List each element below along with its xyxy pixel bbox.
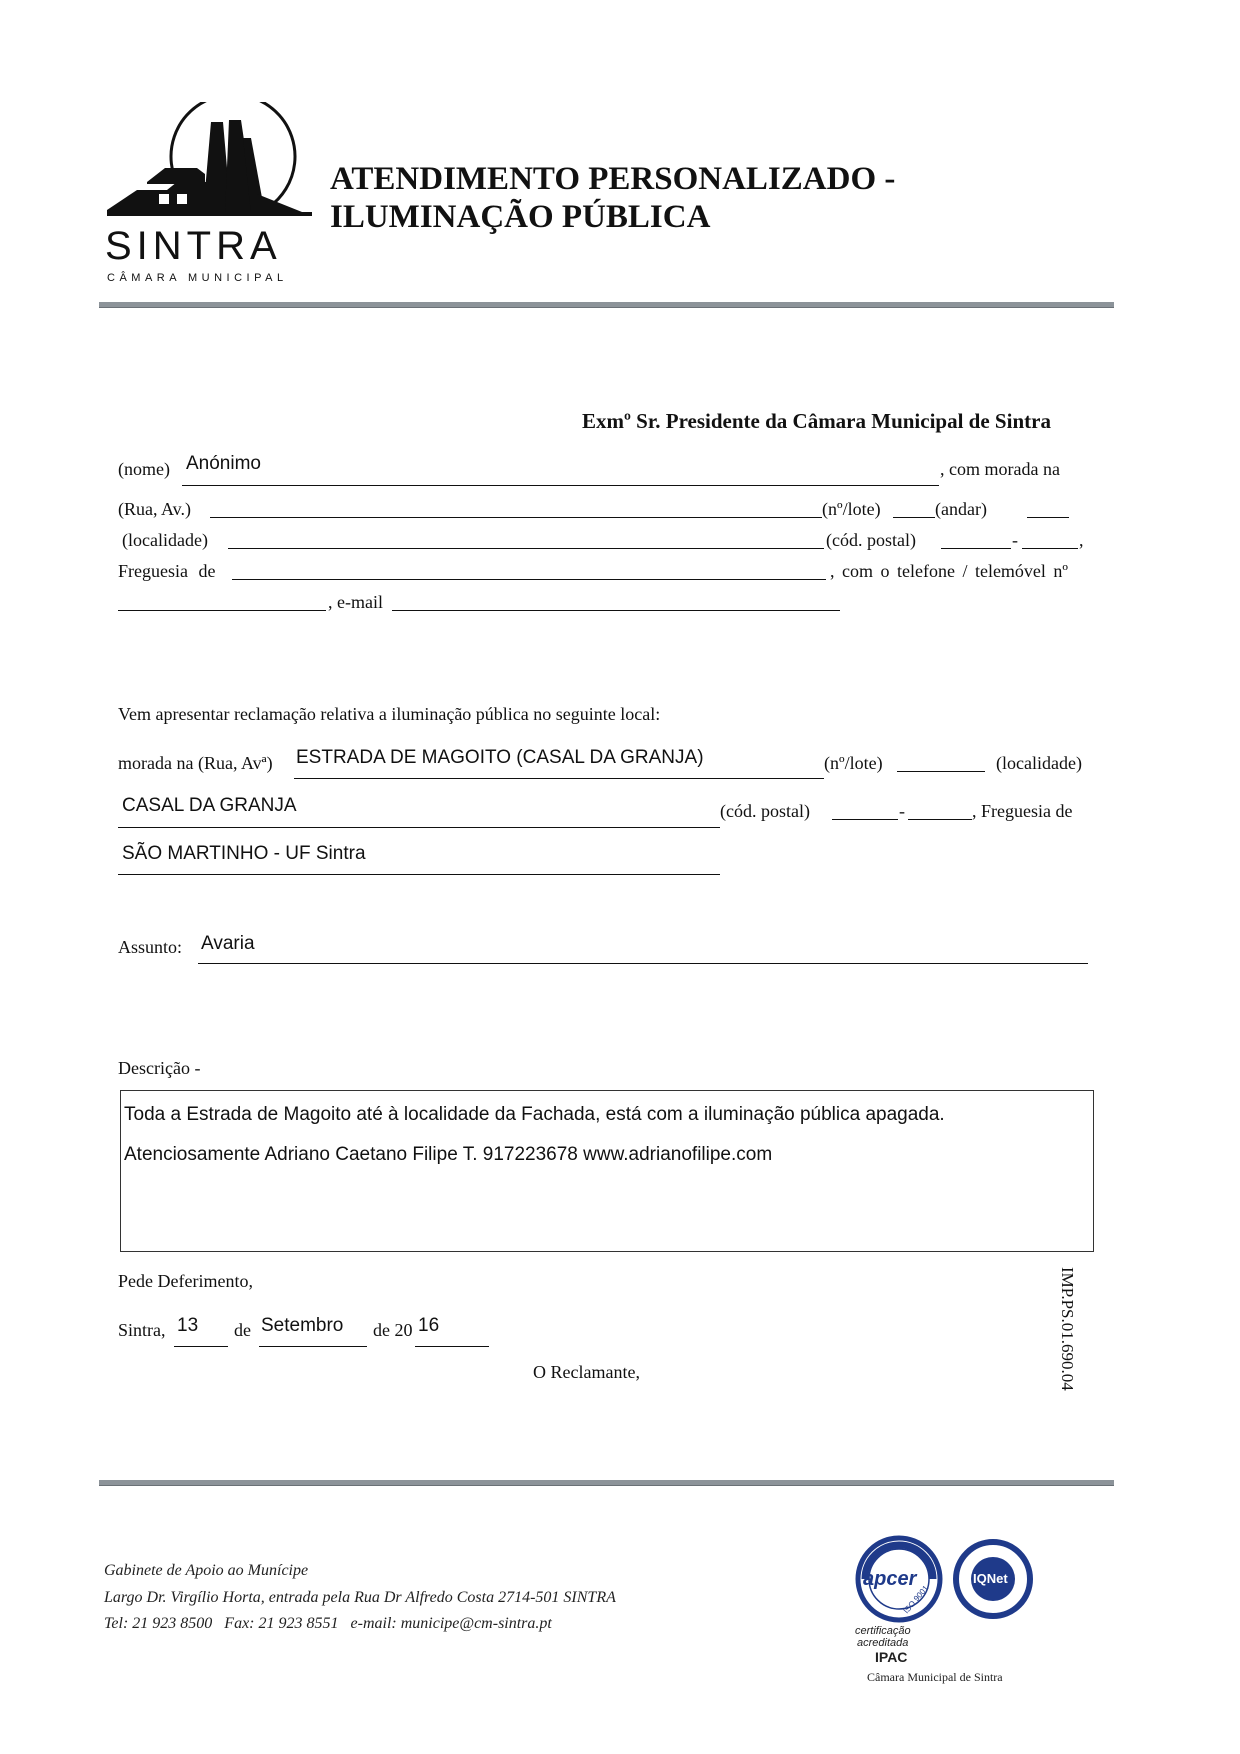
complaint-street-underline	[294, 778, 824, 779]
date-day-field[interactable]: 13	[177, 1315, 199, 1336]
date-day-underline	[174, 1346, 228, 1347]
complaint-lote-label: (nº/lote)	[824, 753, 883, 773]
andar-field[interactable]	[1027, 517, 1069, 518]
complaint-postal-label: (cód. postal)	[720, 801, 810, 821]
complaint-intro: Vem apresentar reclamação relativa a iluminação pública no seguinte local:	[118, 704, 661, 724]
complaint-localidade-field[interactable]: CASAL DA GRANJA	[122, 795, 297, 816]
postal-label: (cód. postal)	[826, 530, 916, 550]
subject-label: Assunto:	[118, 937, 183, 957]
name-label: (nome)	[118, 459, 170, 479]
apcer-text: apcer	[863, 1568, 917, 1590]
certification-seals	[855, 1535, 1055, 1685]
localidade-label: (localidade)	[122, 530, 208, 550]
name-underline	[182, 485, 939, 486]
phone-label: , com o telefone / telemóvel nº	[830, 561, 1069, 581]
postal-sep: -	[1012, 530, 1018, 550]
email-label: , e-mail	[328, 592, 383, 612]
sintra-palace-icon	[107, 102, 312, 222]
subject-underline	[198, 963, 1088, 964]
cert-caption: Câmara Municipal de Sintra	[867, 1670, 1003, 1684]
name-field[interactable]: Anónimo	[186, 453, 261, 474]
date-month-underline	[259, 1346, 367, 1347]
complaint-lote-field[interactable]	[897, 771, 985, 772]
cert-text-1: certificação	[855, 1625, 911, 1637]
complaint-freguesia-underline	[118, 874, 720, 875]
complaint-freguesia-field[interactable]: SÃO MARTINHO - UF Sintra	[122, 843, 366, 864]
postal-field-b[interactable]	[1022, 548, 1078, 549]
footer-office: Gabinete de Apoio ao Munícipe	[104, 1562, 309, 1579]
complaint-postal-sep: -	[899, 801, 905, 821]
cert-text-2: acreditada	[857, 1637, 909, 1649]
complaint-postal-field-a[interactable]	[832, 819, 898, 820]
pede-deferimento: Pede Deferimento,	[118, 1271, 253, 1291]
iso-text: ISO 9001	[901, 1583, 931, 1616]
description-textarea[interactable]	[120, 1090, 1094, 1252]
date-de2: de 20	[373, 1320, 413, 1340]
complaint-postal-field-b[interactable]	[908, 819, 972, 820]
complaint-localidade-label: (localidade)	[996, 753, 1082, 773]
andar-label: (andar)	[935, 499, 987, 519]
description-line2: Atenciosamente Adriano Caetano Filipe T. 917223678 www.adrianofilipe.com	[124, 1144, 773, 1165]
postal-field-a[interactable]	[941, 548, 1011, 549]
phone-field[interactable]	[118, 610, 326, 611]
lote-field[interactable]	[893, 517, 935, 518]
freguesia-field[interactable]	[232, 579, 826, 580]
complaint-street-field[interactable]: ESTRADA DE MAGOITO (CASAL DA GRANJA)	[296, 747, 704, 768]
morada-label: , com morada na	[940, 459, 1060, 479]
description-label: Descrição -	[118, 1058, 201, 1078]
street-field[interactable]	[210, 517, 822, 518]
email-field[interactable]	[392, 610, 840, 611]
footer-divider	[99, 1480, 1114, 1486]
sintra-logo	[105, 102, 335, 292]
logo-name: SINTRA	[105, 224, 282, 268]
form-code: IMP.PS.01.690.04	[1058, 1267, 1077, 1391]
signature-label: O Reclamante,	[533, 1362, 640, 1382]
logo-subtitle: CÂMARA MUNICIPAL	[107, 272, 288, 284]
ipac-text: IPAC	[875, 1649, 908, 1665]
date-year-underline	[415, 1346, 489, 1347]
localidade-field[interactable]	[228, 548, 824, 549]
page-title-line2: ILUMINAÇÃO PÚBLICA	[330, 199, 711, 235]
street-label: (Rua, Av.)	[118, 499, 191, 519]
header-divider	[99, 302, 1114, 308]
date-place: Sintra,	[118, 1320, 166, 1340]
complaint-morada-label: morada na (Rua, Avª)	[118, 753, 273, 773]
complaint-localidade-underline	[118, 827, 720, 828]
subject-field[interactable]: Avaria	[201, 933, 255, 954]
freguesia-label: Freguesia de	[118, 561, 216, 581]
addressee: Exmº Sr. Presidente da Câmara Municipal de Sintra	[582, 409, 1051, 433]
iqnet-text: IQNet	[973, 1571, 1008, 1586]
lote-label: (nº/lote)	[822, 499, 881, 519]
postal-end: ,	[1079, 530, 1084, 550]
date-de1: de	[234, 1320, 251, 1340]
description-line1: Toda a Estrada de Magoito até à localidade da Fachada, está com a iluminação pública apagada.	[124, 1104, 945, 1125]
date-month-field[interactable]: Setembro	[261, 1315, 344, 1336]
footer-contacts: Tel: 21 923 8500 Fax: 21 923 8551 e-mail: municipe@cm-sintra.pt	[104, 1615, 552, 1632]
page-title-line1: ATENDIMENTO PERSONALIZADO -	[330, 161, 896, 197]
complaint-freguesia-label: , Freguesia de	[972, 801, 1073, 821]
date-year-field[interactable]: 16	[418, 1315, 440, 1336]
footer-address: Largo Dr. Virgílio Horta, entrada pela Rua Dr Alfredo Costa 2714-501 SINTRA	[104, 1589, 616, 1606]
